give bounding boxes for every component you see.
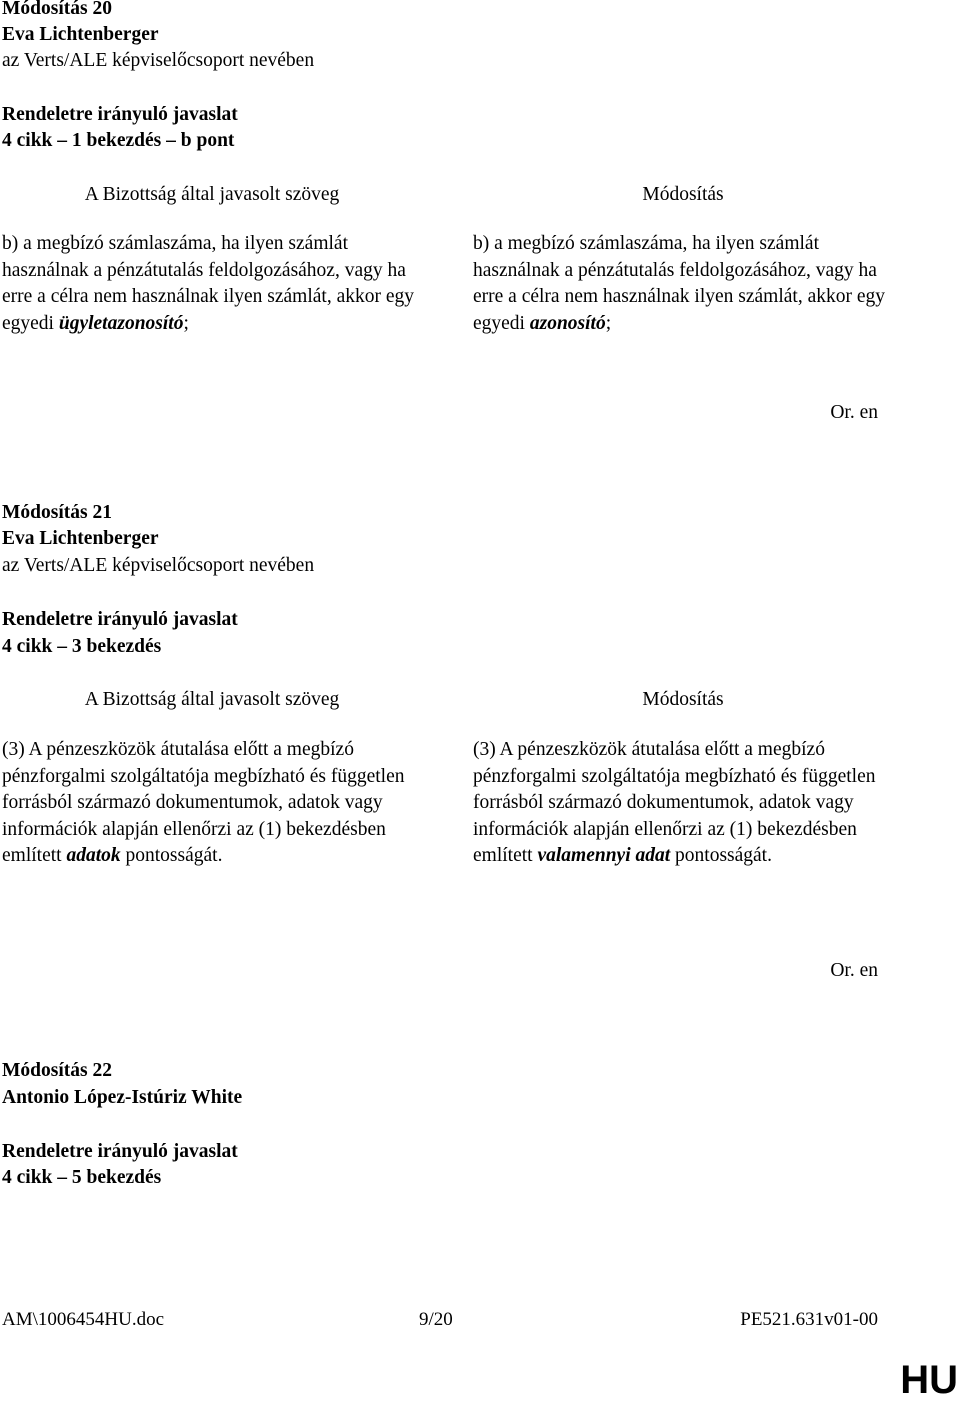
amendment-21-group: az Verts/ALE képviselőcsoport nevében [2, 555, 315, 576]
amendment-21-left-text-emphasis: adatok [66, 845, 121, 866]
amendment-21-right-text-emphasis: valamennyi adat [537, 845, 671, 866]
amendment-20-right-text [473, 231, 893, 337]
amendment-21-left-text-end: pontosságát. [120, 845, 223, 866]
footer-pe-ref: PE521.631v01-00 [740, 1309, 878, 1330]
amendment-20-proposal: Rendeletre irányuló javaslat [2, 104, 238, 125]
language-code: HU [900, 1358, 958, 1402]
amendment-21-author: Eva Lichtenberger [2, 528, 159, 549]
footer-page-number: 9/20 [419, 1309, 453, 1330]
amendment-21-number: Módosítás 21 [2, 502, 112, 523]
amendment-20-article: 4 cikk – 1 bekezdés – b pont [2, 130, 235, 151]
amendment-20-right-text-main: b) a megbízó számlaszáma, ha ilyen számlát használnak a pénzátutalás feldolgozásához, vagy ha erre a célra nem használnak ilyen számlát, akkor egy egyedi [473, 233, 886, 334]
amendment-21-right-header: Módosítás [642, 689, 724, 710]
amendment-20-author: Eva Lichtenberger [2, 24, 159, 45]
amendment-20-left-header: A Bizottság által javasolt szöveg [84, 184, 340, 205]
amendment-22-article: 4 cikk – 5 bekezdés [2, 1167, 162, 1188]
amendment-20-number: Módosítás 20 [2, 0, 112, 19]
amendment-21-article: 4 cikk – 3 bekezdés [2, 636, 162, 657]
footer-doc-ref: AM\1006454HU.doc [2, 1309, 165, 1330]
amendment-20-right-header: Módosítás [642, 184, 724, 205]
amendment-20-group: az Verts/ALE képviselőcsoport nevében [2, 50, 315, 71]
amendment-20-left-text-emphasis: ügyletazonosító [58, 312, 184, 334]
amendment-21-left-text [2, 737, 422, 870]
amendment-20-original-language: Or. en [830, 402, 878, 423]
amendment-21-left-header: A Bizottság által javasolt szöveg [84, 689, 340, 710]
amendment-20-right-text-end: ; [605, 312, 612, 334]
amendment-20-left-text [2, 231, 422, 337]
amendment-21-right-text [473, 737, 893, 870]
amendment-22-proposal: Rendeletre irányuló javaslat [2, 1141, 238, 1162]
amendment-21-right-text-main: (3) A pénzeszközök átutalása előtt a megbízó pénzforgalmi szolgáltatója megbízható és független forrásból származó dokumentumok, adatok vagy információk alapján ellenőrzi az (1) bekezdésben említett [473, 739, 876, 866]
amendment-20-left-text-end: ; [183, 312, 189, 334]
amendment-22-author: Antonio López-Istúriz White [2, 1087, 243, 1108]
amendment-21-left-text-main: (3) A pénzeszközök átutalása előtt a megbízó pénzforgalmi szolgáltatója megbízható és független forrásból származó dokumentumok, adatok vagy információk alapján ellenőrzi az (1) bekezdésben említett [2, 739, 405, 866]
amendment-21-right-text-end: pontosságát. [670, 845, 772, 866]
amendment-20-right-text-emphasis: azonosító [529, 312, 606, 334]
amendment-22-number: Módosítás 22 [2, 1060, 112, 1081]
amendment-20-left-text-main: b) a megbízó számlaszáma, ha ilyen számlát használnak a pénzátutalás feldolgozásához, vagy ha erre a célra nem használnak ilyen számlát, akkor egy egyedi [2, 233, 415, 334]
amendment-21-original-language: Or. en [830, 960, 878, 981]
amendment-21-proposal: Rendeletre irányuló javaslat [2, 609, 238, 630]
